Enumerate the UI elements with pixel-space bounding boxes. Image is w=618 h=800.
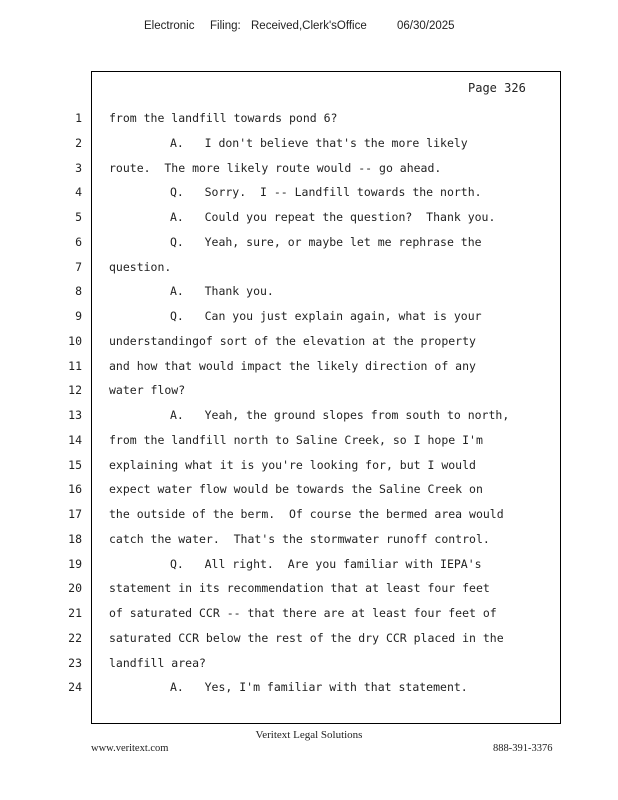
- transcript-line: [0, 628, 618, 648]
- line-number: 19: [68, 556, 82, 571]
- transcript-line: [0, 158, 618, 178]
- transcript-line: [0, 380, 618, 400]
- transcript-line: [0, 133, 618, 153]
- transcript-line: [0, 479, 618, 499]
- line-text: question.: [109, 259, 172, 274]
- filing-stamp-part2: Filing:: [210, 20, 241, 32]
- filing-stamp-part1: Electronic: [144, 20, 195, 32]
- filing-stamp-part3: Received,Clerk'sOffice: [251, 20, 367, 32]
- line-text: Q. Can you just explain again, what is your: [170, 309, 482, 323]
- line-text: A. Could you repeat the question? Thank you.: [170, 210, 496, 224]
- transcript-line: [0, 405, 618, 425]
- line-number: 16: [68, 482, 82, 497]
- line-text: A. Yes, I'm familiar with that statement.: [170, 680, 468, 695]
- line-text: saturated CCR below the rest of the dry CCR placed in the: [109, 630, 504, 645]
- line-text: from the landfill towards pond 6?: [109, 111, 338, 125]
- transcript-line: [0, 455, 618, 475]
- line-text: explaining what it is you're looking for, but I would: [109, 457, 476, 472]
- transcript-line: [0, 578, 618, 598]
- line-number: 22: [68, 630, 82, 645]
- line-text: Q. All right. Are you familiar with IEPA's: [170, 556, 482, 571]
- transcript-line: [0, 356, 618, 376]
- transcript-line: [0, 281, 618, 301]
- line-text: water flow?: [109, 383, 186, 398]
- line-number: 4: [75, 185, 82, 200]
- footer-website: www.veritext.com: [91, 743, 169, 754]
- line-text: route. The more likely route would -- go ahead.: [109, 160, 442, 175]
- line-text: catch the water. That's the stormwater runoff control.: [109, 531, 490, 546]
- line-number: 8: [75, 284, 82, 299]
- line-number: 10: [68, 333, 82, 348]
- transcript-line: [0, 182, 618, 202]
- transcript-line: [0, 504, 618, 524]
- line-text: understandingof sort of the elevation at the property: [109, 333, 476, 348]
- line-number: 1: [75, 111, 82, 125]
- transcript-line: [0, 653, 618, 673]
- transcript-line: [0, 232, 618, 252]
- line-number: 18: [68, 531, 82, 546]
- line-number: 5: [75, 210, 82, 224]
- transcript-line: [0, 207, 618, 227]
- line-text: statement in its recommendation that at least four feet: [109, 581, 490, 596]
- line-number: 9: [75, 309, 82, 323]
- line-text: A. Thank you.: [170, 284, 274, 299]
- footer-company: Veritext Legal Solutions: [255, 729, 363, 741]
- transcript-line: [0, 430, 618, 450]
- line-text: and how that would impact the likely direction of any: [109, 358, 476, 373]
- page-number: Page 326: [468, 81, 526, 95]
- filing-stamp-header: [0, 20, 618, 36]
- filing-stamp-date: 06/30/2025: [397, 20, 455, 32]
- footer-phone: 888-391-3376: [493, 743, 553, 754]
- line-text: Q. Sorry. I -- Landfill towards the north.: [170, 185, 482, 200]
- line-number: 3: [75, 160, 82, 175]
- line-number: 12: [68, 383, 82, 398]
- transcript-line: [0, 677, 618, 697]
- line-text: landfill area?: [109, 655, 206, 670]
- line-text: Q. Yeah, sure, or maybe let me rephrase the: [170, 234, 482, 249]
- transcript-line: [0, 554, 618, 574]
- transcript-line: [0, 331, 618, 351]
- line-number: 17: [68, 507, 82, 521]
- line-text: from the landfill north to Saline Creek, so I hope I'm: [109, 432, 483, 447]
- line-number: 11: [68, 358, 82, 373]
- line-number: 15: [68, 457, 82, 472]
- line-number: 21: [68, 606, 82, 620]
- transcript-line: [0, 603, 618, 623]
- line-number: 6: [75, 234, 82, 249]
- line-number: 20: [68, 581, 82, 596]
- line-text: the outside of the berm. Of course the bermed area would: [109, 507, 504, 521]
- transcript-line: [0, 306, 618, 326]
- line-text: A. Yeah, the ground slopes from south to north,: [170, 408, 510, 422]
- line-number: 23: [68, 655, 82, 670]
- line-number: 14: [68, 432, 82, 447]
- line-text: of saturated CCR -- that there are at least four feet of: [109, 606, 497, 620]
- transcript-line: [0, 257, 618, 277]
- transcript-line: [0, 108, 618, 128]
- transcript-line: [0, 529, 618, 549]
- line-number: 2: [75, 135, 82, 150]
- line-number: 24: [68, 680, 82, 695]
- line-number: 13: [68, 408, 82, 422]
- line-text: expect water flow would be towards the Saline Creek on: [109, 482, 483, 497]
- line-number: 7: [75, 259, 82, 274]
- line-text: A. I don't believe that's the more likely: [170, 135, 468, 150]
